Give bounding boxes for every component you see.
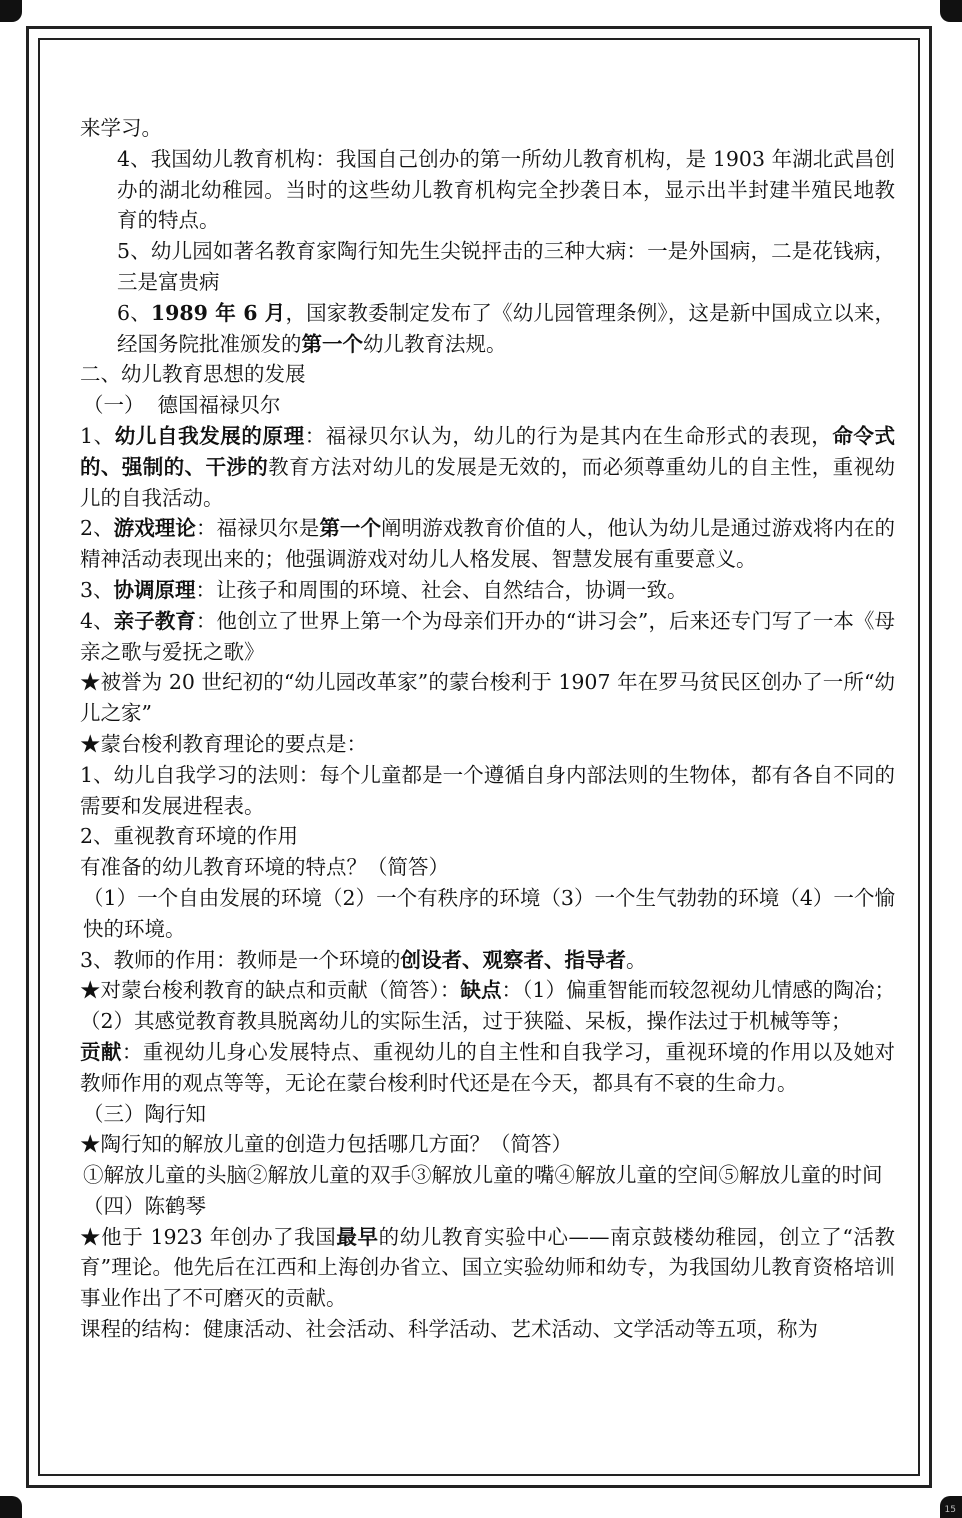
bold-text: 亲子教育 xyxy=(113,608,196,633)
paragraph: 2、重视教育环境的作用 xyxy=(80,824,299,849)
bold-text: 缺点 xyxy=(460,978,502,1003)
text-run: 2、 xyxy=(80,516,114,541)
corner-mark-top-left xyxy=(0,0,22,22)
paragraph: （1）一个自由发展的环境（2）一个有秩序的环境（3）一个生气勃勃的环境（4）一个愉快的环境。 xyxy=(83,885,895,941)
corner-mark-top-right xyxy=(940,0,962,22)
text-run: 教育方法对幼儿的发展是无效的，而必须尊重幼儿的自主性，重视幼儿的自我活动。 xyxy=(80,454,895,510)
paragraph xyxy=(80,606,895,668)
bold-text: 游戏理论 xyxy=(113,516,196,541)
bold-text: 第一个 xyxy=(319,516,382,541)
subsection-heading: （四）陈鹤琴 xyxy=(83,1193,206,1218)
text-run: ★对蒙台梭利教育的缺点和贡献（简答）： xyxy=(80,978,461,1003)
paragraph: 4、我国幼儿教育机构：我国自己创办的第一所幼儿教育机构，是 1903 年湖北武昌创办的湖北幼稚园。当时的这些幼儿教育机构完全抄袭日本，显示出半封建半殖民地教育的特点。 xyxy=(117,146,895,233)
text-run: 阐明游戏教育价值的人，他认为幼儿是通过游戏将内在的精神活动表现出来的；他强调游戏对幼儿人格发展、智慧发展有重要意义。 xyxy=(80,516,896,572)
text-run: ，国家教委制定发布了《幼儿园管理条例》，这是新中国成立以来，经国务院批准颁发的 xyxy=(117,300,895,356)
bold-text: 第一个 xyxy=(301,331,363,356)
corner-mark-bottom-left xyxy=(0,1496,22,1518)
bold-text: 命令式的、强制的、干涉的 xyxy=(80,423,896,479)
text-run: ：（1）偏重智能而较忽视幼儿情感的陶冶；（2）其感觉教育教具脱离幼儿的实际生活，过于狭隘、呆板，操作法过于机械等等； xyxy=(80,978,896,1034)
paragraph: ★陶行知的解放儿童的创造力包括哪几方面？（简答） xyxy=(80,1132,572,1157)
paragraph xyxy=(80,298,895,360)
subsection-heading: （三）陶行知 xyxy=(83,1101,206,1126)
text-run: ：重视幼儿身心发展特点、重视幼儿的自主性和自我学习，重视环境的作用以及她对教师作用的观点等等，无论在蒙台梭利时代还是在今天，都具有不衰的生命力。 xyxy=(80,1039,896,1095)
section-heading: 二、幼儿教育思想的发展 xyxy=(80,362,306,387)
paragraph: 来学习。 xyxy=(80,116,162,140)
paragraph xyxy=(80,1222,895,1314)
text-run: ：福禄贝尔认为，幼儿的行为是其内在生命形式的表现， xyxy=(304,423,833,448)
paragraph xyxy=(80,513,895,575)
paragraph: 1、幼儿自我学习的法则：每个儿童都是一个遵循自身内部法则的生物体，都有各自不同的需要和发展进程表。 xyxy=(80,762,895,818)
paragraph: 5、幼儿园如著名教育家陶行知先生尖锐抨击的三种大病：一是外国病，二是花钱病，三是富贵病 xyxy=(117,239,895,294)
text-run: ：让孩子和周围的环境、社会、自然结合，协调一致。 xyxy=(195,577,688,602)
text-run: 4、 xyxy=(80,608,114,633)
bold-text: 1989 年 6 月 xyxy=(150,300,286,325)
text-run: 3、 xyxy=(80,577,114,602)
paragraph xyxy=(80,1037,895,1099)
bold-text: 创设者、观察者、指导者 xyxy=(400,947,627,972)
text-run: 的幼儿教育实验中心——南京鼓楼幼稚园，创立了“活教育”理论。他先后在江西和上海创办省立、国立实验幼师和幼专，为我国幼儿教育资格培训事业作出了不可磨灭的贡献。 xyxy=(80,1224,896,1311)
page-number: 15 xyxy=(944,1505,956,1515)
text-run: ★他于 1923 年创办了我国 xyxy=(80,1224,337,1249)
paragraph xyxy=(80,975,895,1037)
paragraph: 课程的结构：健康活动、社会活动、科学活动、艺术活动、文学活动等五项，称为 xyxy=(80,1317,818,1342)
paragraph xyxy=(80,575,895,606)
text-run: 6、 xyxy=(117,300,151,325)
paragraph xyxy=(80,421,895,513)
paragraph: ①解放儿童的头脑②解放儿童的双手③解放儿童的嘴④解放儿童的空间⑤解放儿童的时间 xyxy=(83,1163,883,1188)
text-run: 3、教师的作用：教师是一个环境的 xyxy=(80,947,401,972)
bold-text: 贡献 xyxy=(80,1039,122,1064)
bold-text: 幼儿自我发展的原理 xyxy=(114,423,305,448)
document-body xyxy=(80,113,895,1345)
text-run: ：福禄贝尔是 xyxy=(195,516,320,541)
subsection-heading: （一） 德国福禄贝尔 xyxy=(83,393,281,418)
bold-text: 协调原理 xyxy=(113,577,196,602)
text-run: 。 xyxy=(626,947,647,972)
text-run: 幼儿教育法规。 xyxy=(363,331,507,356)
paragraph: ★被誉为 20 世纪初的“幼儿园改革家”的蒙台梭利于 1907 年在罗马贫民区创办了一所“幼儿之家” xyxy=(80,670,895,726)
bold-text: 最早 xyxy=(336,1224,379,1249)
text-run: ：他创立了世界上第一个为母亲们开办的“讲习会”，后来还专门写了一本《母亲之歌与爱抚之歌》 xyxy=(80,608,896,664)
paragraph: 有准备的幼儿教育环境的特点？（简答） xyxy=(80,855,449,880)
paragraph xyxy=(80,945,895,976)
paragraph: ★蒙台梭利教育理论的要点是： xyxy=(80,731,367,756)
text-run: 1、 xyxy=(80,423,115,448)
